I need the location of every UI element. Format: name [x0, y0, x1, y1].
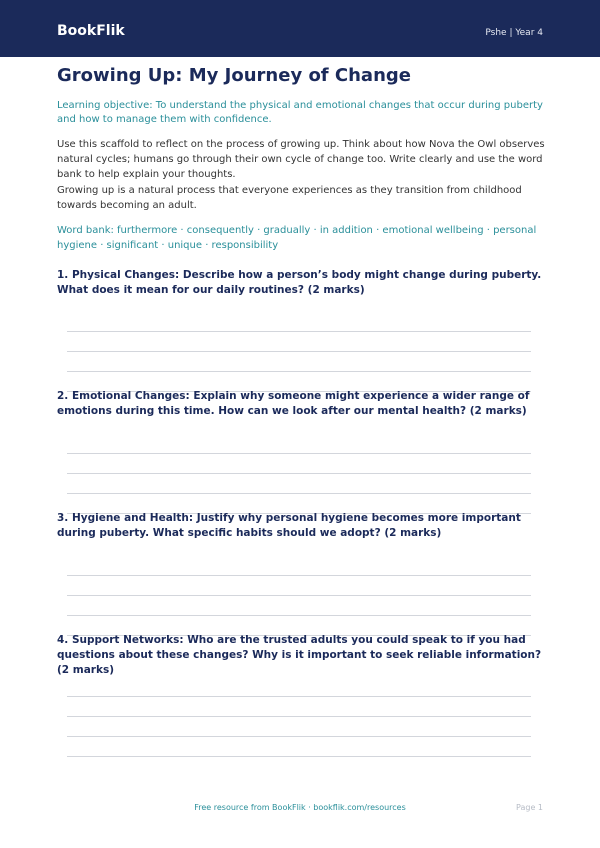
page-number: Page 1 — [516, 803, 543, 812]
question-4: 4. Support Networks: Who are the trusted adults you could speak to if you had questions about these changes? Why is it important to seek reliable information? (2 marks) — [57, 634, 542, 676]
intro-paragraph-1: Use this scaffold to reflect on the process of growing up. Think about how Nova the Owl observes natural cycles; humans go through their own cycle of change too. Write clearly and use the word bank to help explain your thoughts. — [57, 139, 545, 180]
intro-paragraph-2: Growing up is a natural process that everyone experiences as they transition from childhood towards becoming an adult. — [57, 185, 522, 211]
answer-line[interactable] — [67, 696, 531, 697]
answer-line[interactable] — [67, 736, 531, 737]
worksheet-title: Growing Up: My Journey of Change — [57, 65, 411, 86]
answer-line[interactable] — [67, 756, 531, 757]
answer-line[interactable] — [67, 575, 531, 576]
word-bank: Word bank: furthermore · consequently · gradually · in addition · emotional wellbeing · personal hygiene · significant · unique · responsibility — [57, 225, 537, 251]
answer-line[interactable] — [67, 473, 531, 474]
brand-logo-text: BookFlik — [57, 23, 125, 39]
subject-year-label: Pshe | Year 4 — [485, 28, 543, 38]
question-2: 2. Emotional Changes: Explain why someone might experience a wider range of emotions during this time. How can we look after our mental health? (2 marks) — [57, 390, 530, 417]
answer-line[interactable] — [67, 615, 531, 616]
question-1: 1. Physical Changes: Describe how a person’s body might change during puberty. What does it mean for our daily routines? (2 marks) — [57, 269, 542, 296]
answer-line[interactable] — [67, 371, 531, 372]
learning-objective: Learning objective: To understand the physical and emotional changes that occur during puberty and how to manage them with confidence. — [57, 100, 543, 125]
answer-line[interactable] — [67, 716, 531, 717]
top-banner — [0, 0, 600, 57]
footer-credit[interactable]: Free resource from BookFlik · bookflik.com/resources — [194, 803, 406, 812]
answer-line[interactable] — [67, 453, 531, 454]
answer-line[interactable] — [67, 331, 531, 332]
answer-line[interactable] — [67, 595, 531, 596]
answer-line[interactable] — [67, 351, 531, 352]
question-3: 3. Hygiene and Health: Justify why personal hygiene becomes more important during puberty. What specific habits should we adopt? (2 marks) — [57, 512, 521, 539]
answer-line[interactable] — [67, 493, 531, 494]
